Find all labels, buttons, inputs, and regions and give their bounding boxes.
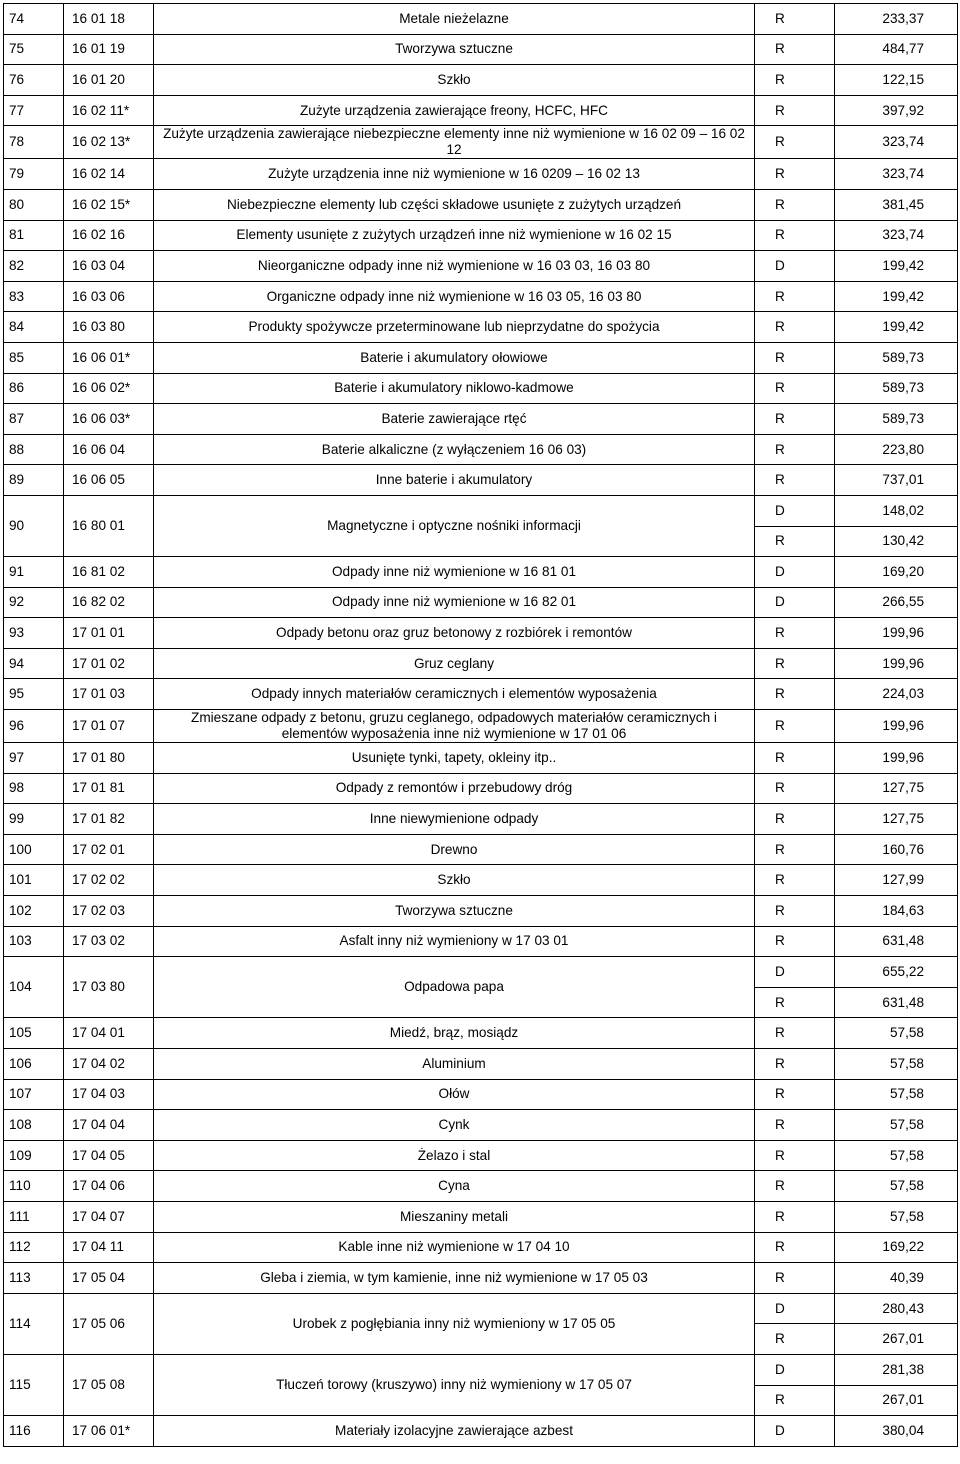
row-number: 103 (4, 926, 64, 957)
table-row (4, 251, 958, 282)
price-value: 184,63 (835, 896, 958, 927)
process-type: R (755, 220, 835, 251)
table-row (4, 220, 958, 251)
price-value: 631,48 (835, 987, 958, 1018)
row-number: 111 (4, 1201, 64, 1232)
waste-description: Organiczne odpady inne niż wymienione w 16 03 05, 16 03 80 (154, 281, 755, 312)
process-type: R (755, 987, 835, 1018)
waste-description: Nieorganiczne odpady inne niż wymienione w 16 03 03, 16 03 80 (154, 251, 755, 282)
waste-code: 17 01 03 (64, 679, 154, 710)
waste-description: Miedź, brąz, mosiądz (154, 1018, 755, 1049)
table-row (4, 1263, 958, 1294)
process-type: R (755, 773, 835, 804)
table-row (4, 465, 958, 496)
table-row (4, 587, 958, 618)
table-row (4, 557, 958, 588)
process-type: R (755, 1263, 835, 1294)
waste-code: 17 02 01 (64, 834, 154, 865)
waste-code: 17 04 04 (64, 1110, 154, 1141)
price-value: 737,01 (835, 465, 958, 496)
waste-code: 17 02 03 (64, 896, 154, 927)
row-number: 90 (4, 495, 64, 556)
process-type: R (755, 1385, 835, 1416)
table-row (4, 648, 958, 679)
waste-description: Baterie i akumulatory ołowiowe (154, 342, 755, 373)
table-row (4, 312, 958, 343)
process-type: R (755, 1140, 835, 1171)
process-type: D (755, 495, 835, 526)
waste-code: 17 03 80 (64, 957, 154, 1018)
waste-code: 17 01 07 (64, 710, 154, 743)
table-row (4, 342, 958, 373)
price-value: 199,42 (835, 281, 958, 312)
process-type: R (755, 1079, 835, 1110)
process-type: R (755, 1110, 835, 1141)
row-number: 89 (4, 465, 64, 496)
waste-code: 17 01 01 (64, 618, 154, 649)
waste-code: 17 05 06 (64, 1293, 154, 1354)
price-value: 57,58 (835, 1171, 958, 1202)
row-number: 105 (4, 1018, 64, 1049)
waste-description: Baterie alkaliczne (z wyłączeniem 16 06 03) (154, 434, 755, 465)
row-number: 99 (4, 804, 64, 835)
process-type: R (755, 126, 835, 159)
waste-code: 17 04 02 (64, 1049, 154, 1080)
row-number: 77 (4, 95, 64, 126)
process-type: D (755, 587, 835, 618)
process-type: R (755, 1018, 835, 1049)
table-row (4, 4, 958, 35)
waste-description: Odpady innych materiałów ceramicznych i elementów wyposażenia (154, 679, 755, 710)
process-type: R (755, 648, 835, 679)
row-number: 75 (4, 34, 64, 65)
waste-description: Materiały izolacyjne zawierające azbest (154, 1416, 755, 1447)
row-number: 114 (4, 1293, 64, 1354)
process-type: R (755, 743, 835, 774)
table-row (4, 373, 958, 404)
waste-code: 17 03 02 (64, 926, 154, 957)
waste-description: Cynk (154, 1110, 755, 1141)
row-number: 97 (4, 743, 64, 774)
table-row (4, 1354, 958, 1385)
process-type: R (755, 526, 835, 557)
waste-price-table (3, 3, 958, 1447)
waste-description: Odpady z remontów i przebudowy dróg (154, 773, 755, 804)
price-value: 130,42 (835, 526, 958, 557)
waste-description: Metale nieżelazne (154, 4, 755, 35)
row-number: 95 (4, 679, 64, 710)
waste-code: 17 01 80 (64, 743, 154, 774)
table-row (4, 1140, 958, 1171)
row-number: 108 (4, 1110, 64, 1141)
price-value: 148,02 (835, 495, 958, 526)
price-value: 266,55 (835, 587, 958, 618)
waste-description: Tłuczeń torowy (kruszywo) inny niż wymieniony w 17 05 07 (154, 1354, 755, 1415)
row-number: 115 (4, 1354, 64, 1415)
waste-description: Zużyte urządzenia zawierające niebezpieczne elementy inne niż wymienione w 16 02 09 – 16 02 12 (154, 126, 755, 159)
waste-description: Odpady betonu oraz gruz betonowy z rozbiórek i remontów (154, 618, 755, 649)
process-type: R (755, 95, 835, 126)
waste-description: Gleba i ziemia, w tym kamienie, inne niż wymienione w 17 05 03 (154, 1263, 755, 1294)
table-row (4, 743, 958, 774)
waste-code: 16 01 18 (64, 4, 154, 35)
waste-code: 17 01 82 (64, 804, 154, 835)
waste-description: Ołów (154, 1079, 755, 1110)
waste-code: 16 01 19 (64, 34, 154, 65)
price-value: 223,80 (835, 434, 958, 465)
price-value: 589,73 (835, 404, 958, 435)
process-type: R (755, 34, 835, 65)
row-number: 78 (4, 126, 64, 159)
waste-description: Odpady inne niż wymienione w 16 81 01 (154, 557, 755, 588)
waste-code: 16 06 04 (64, 434, 154, 465)
waste-code: 16 02 13* (64, 126, 154, 159)
process-type: R (755, 1324, 835, 1355)
waste-description: Zużyte urządzenia inne niż wymienione w 16 0209 – 16 02 13 (154, 159, 755, 190)
process-type: R (755, 896, 835, 927)
waste-description: Szkło (154, 865, 755, 896)
table-row (4, 404, 958, 435)
process-type: R (755, 373, 835, 404)
process-type: R (755, 159, 835, 190)
price-value: 57,58 (835, 1049, 958, 1080)
waste-code: 17 04 11 (64, 1232, 154, 1263)
row-number: 91 (4, 557, 64, 588)
table-row (4, 804, 958, 835)
table-row (4, 1171, 958, 1202)
row-number: 116 (4, 1416, 64, 1447)
price-value: 224,03 (835, 679, 958, 710)
table-body (4, 4, 958, 1447)
waste-code: 16 06 05 (64, 465, 154, 496)
waste-code: 16 01 20 (64, 65, 154, 96)
waste-description: Niebezpieczne elementy lub części składowe usunięte z zużytych urządzeń (154, 189, 755, 220)
price-value: 127,99 (835, 865, 958, 896)
waste-description: Szkło (154, 65, 755, 96)
row-number: 85 (4, 342, 64, 373)
waste-description: Kable inne niż wymienione w 17 04 10 (154, 1232, 755, 1263)
table-row (4, 189, 958, 220)
waste-description: Usunięte tynki, tapety, okleiny itp.. (154, 743, 755, 774)
price-value: 57,58 (835, 1018, 958, 1049)
price-value: 199,42 (835, 251, 958, 282)
price-value: 323,74 (835, 126, 958, 159)
table-row (4, 434, 958, 465)
row-number: 80 (4, 189, 64, 220)
table-row (4, 1018, 958, 1049)
waste-description: Mieszaniny metali (154, 1201, 755, 1232)
process-type: R (755, 1049, 835, 1080)
process-type: D (755, 251, 835, 282)
price-value: 199,96 (835, 618, 958, 649)
process-type: R (755, 679, 835, 710)
table-row (4, 281, 958, 312)
process-type: D (755, 557, 835, 588)
row-number: 113 (4, 1263, 64, 1294)
price-value: 199,42 (835, 312, 958, 343)
waste-code: 16 02 15* (64, 189, 154, 220)
price-value: 127,75 (835, 773, 958, 804)
waste-code: 17 04 03 (64, 1079, 154, 1110)
waste-code: 16 02 16 (64, 220, 154, 251)
price-value: 323,74 (835, 159, 958, 190)
table-row (4, 159, 958, 190)
row-number: 86 (4, 373, 64, 404)
waste-code: 16 06 01* (64, 342, 154, 373)
waste-code: 17 05 08 (64, 1354, 154, 1415)
process-type: D (755, 1416, 835, 1447)
row-number: 109 (4, 1140, 64, 1171)
row-number: 74 (4, 4, 64, 35)
waste-code: 17 02 02 (64, 865, 154, 896)
waste-description: Magnetyczne i optyczne nośniki informacji (154, 495, 755, 556)
process-type: R (755, 1232, 835, 1263)
table-row (4, 65, 958, 96)
process-type: R (755, 1201, 835, 1232)
price-value: 589,73 (835, 373, 958, 404)
table-row (4, 896, 958, 927)
waste-code: 16 82 02 (64, 587, 154, 618)
price-value: 484,77 (835, 34, 958, 65)
table-row (4, 710, 958, 743)
price-value: 655,22 (835, 957, 958, 988)
process-type: R (755, 834, 835, 865)
price-value: 589,73 (835, 342, 958, 373)
waste-description: Elementy usunięte z zużytych urządzeń inne niż wymienione w 16 02 15 (154, 220, 755, 251)
price-value: 40,39 (835, 1263, 958, 1294)
table-row (4, 95, 958, 126)
price-value: 199,96 (835, 648, 958, 679)
process-type: D (755, 1293, 835, 1324)
waste-description: Zużyte urządzenia zawierające freony, HCFC, HFC (154, 95, 755, 126)
process-type: R (755, 865, 835, 896)
table-row (4, 1293, 958, 1324)
price-value: 267,01 (835, 1385, 958, 1416)
waste-description: Inne niewymienione odpady (154, 804, 755, 835)
row-number: 79 (4, 159, 64, 190)
waste-code: 16 80 01 (64, 495, 154, 556)
waste-description: Tworzywa sztuczne (154, 896, 755, 927)
row-number: 96 (4, 710, 64, 743)
price-value: 397,92 (835, 95, 958, 126)
process-type: R (755, 618, 835, 649)
row-number: 110 (4, 1171, 64, 1202)
table-row (4, 834, 958, 865)
row-number: 107 (4, 1079, 64, 1110)
price-value: 380,04 (835, 1416, 958, 1447)
waste-description: Cyna (154, 1171, 755, 1202)
price-value: 280,43 (835, 1293, 958, 1324)
row-number: 87 (4, 404, 64, 435)
row-number: 76 (4, 65, 64, 96)
waste-description: Odpadowa papa (154, 957, 755, 1018)
table-row (4, 679, 958, 710)
process-type: R (755, 804, 835, 835)
waste-code: 16 03 06 (64, 281, 154, 312)
price-value: 122,15 (835, 65, 958, 96)
waste-code: 17 04 06 (64, 1171, 154, 1202)
table-row (4, 1110, 958, 1141)
row-number: 88 (4, 434, 64, 465)
row-number: 112 (4, 1232, 64, 1263)
price-value: 57,58 (835, 1079, 958, 1110)
waste-code: 17 01 81 (64, 773, 154, 804)
price-value: 57,58 (835, 1140, 958, 1171)
process-type: R (755, 1171, 835, 1202)
price-value: 267,01 (835, 1324, 958, 1355)
waste-code: 16 03 04 (64, 251, 154, 282)
waste-description: Żelazo i stal (154, 1140, 755, 1171)
process-type: R (755, 65, 835, 96)
price-value: 57,58 (835, 1201, 958, 1232)
row-number: 98 (4, 773, 64, 804)
waste-description: Aluminium (154, 1049, 755, 1080)
process-type: R (755, 281, 835, 312)
waste-code: 17 06 01* (64, 1416, 154, 1447)
row-number: 100 (4, 834, 64, 865)
waste-description: Zmieszane odpady z betonu, gruzu ceglanego, odpadowych materiałów ceramicznych i elementów wyposażenia inne niż wymienione w 17 01 06 (154, 710, 755, 743)
waste-code: 17 05 04 (64, 1263, 154, 1294)
price-value: 233,37 (835, 4, 958, 35)
price-value: 169,20 (835, 557, 958, 588)
price-value: 281,38 (835, 1354, 958, 1385)
row-number: 106 (4, 1049, 64, 1080)
table-row (4, 957, 958, 988)
process-type: R (755, 465, 835, 496)
waste-description: Baterie i akumulatory niklowo-kadmowe (154, 373, 755, 404)
price-value: 160,76 (835, 834, 958, 865)
waste-description: Baterie zawierające rtęć (154, 404, 755, 435)
table-row (4, 926, 958, 957)
process-type: R (755, 4, 835, 35)
waste-code: 16 02 11* (64, 95, 154, 126)
price-value: 127,75 (835, 804, 958, 835)
row-number: 92 (4, 587, 64, 618)
waste-description: Inne baterie i akumulatory (154, 465, 755, 496)
price-value: 199,96 (835, 743, 958, 774)
table-row (4, 1232, 958, 1263)
row-number: 104 (4, 957, 64, 1018)
table-row (4, 1079, 958, 1110)
waste-description: Tworzywa sztuczne (154, 34, 755, 65)
waste-code: 16 06 02* (64, 373, 154, 404)
process-type: D (755, 957, 835, 988)
table-row (4, 34, 958, 65)
row-number: 84 (4, 312, 64, 343)
table-row (4, 618, 958, 649)
table-row (4, 1416, 958, 1447)
process-type: R (755, 312, 835, 343)
table-row (4, 495, 958, 526)
price-value: 631,48 (835, 926, 958, 957)
price-value: 169,22 (835, 1232, 958, 1263)
waste-code: 17 04 05 (64, 1140, 154, 1171)
waste-code: 16 81 02 (64, 557, 154, 588)
waste-description: Gruz ceglany (154, 648, 755, 679)
row-number: 94 (4, 648, 64, 679)
table-row (4, 1201, 958, 1232)
waste-description: Asfalt inny niż wymieniony w 17 03 01 (154, 926, 755, 957)
process-type: D (755, 1354, 835, 1385)
waste-code: 17 01 02 (64, 648, 154, 679)
waste-description: Odpady inne niż wymienione w 16 82 01 (154, 587, 755, 618)
waste-code: 17 04 07 (64, 1201, 154, 1232)
waste-description: Drewno (154, 834, 755, 865)
waste-description: Produkty spożywcze przeterminowane lub nieprzydatne do spożycia (154, 312, 755, 343)
process-type: R (755, 434, 835, 465)
price-value: 381,45 (835, 189, 958, 220)
table-row (4, 773, 958, 804)
process-type: R (755, 710, 835, 743)
process-type: R (755, 926, 835, 957)
row-number: 102 (4, 896, 64, 927)
process-type: R (755, 342, 835, 373)
row-number: 81 (4, 220, 64, 251)
waste-code: 16 02 14 (64, 159, 154, 190)
row-number: 93 (4, 618, 64, 649)
waste-code: 17 04 01 (64, 1018, 154, 1049)
table-row (4, 126, 958, 159)
row-number: 82 (4, 251, 64, 282)
table-row (4, 1049, 958, 1080)
price-value: 199,96 (835, 710, 958, 743)
waste-code: 16 03 80 (64, 312, 154, 343)
row-number: 83 (4, 281, 64, 312)
price-value: 323,74 (835, 220, 958, 251)
process-type: R (755, 404, 835, 435)
waste-description: Urobek z pogłębiania inny niż wymieniony w 17 05 05 (154, 1293, 755, 1354)
table-row (4, 865, 958, 896)
process-type: R (755, 189, 835, 220)
price-value: 57,58 (835, 1110, 958, 1141)
waste-code: 16 06 03* (64, 404, 154, 435)
row-number: 101 (4, 865, 64, 896)
